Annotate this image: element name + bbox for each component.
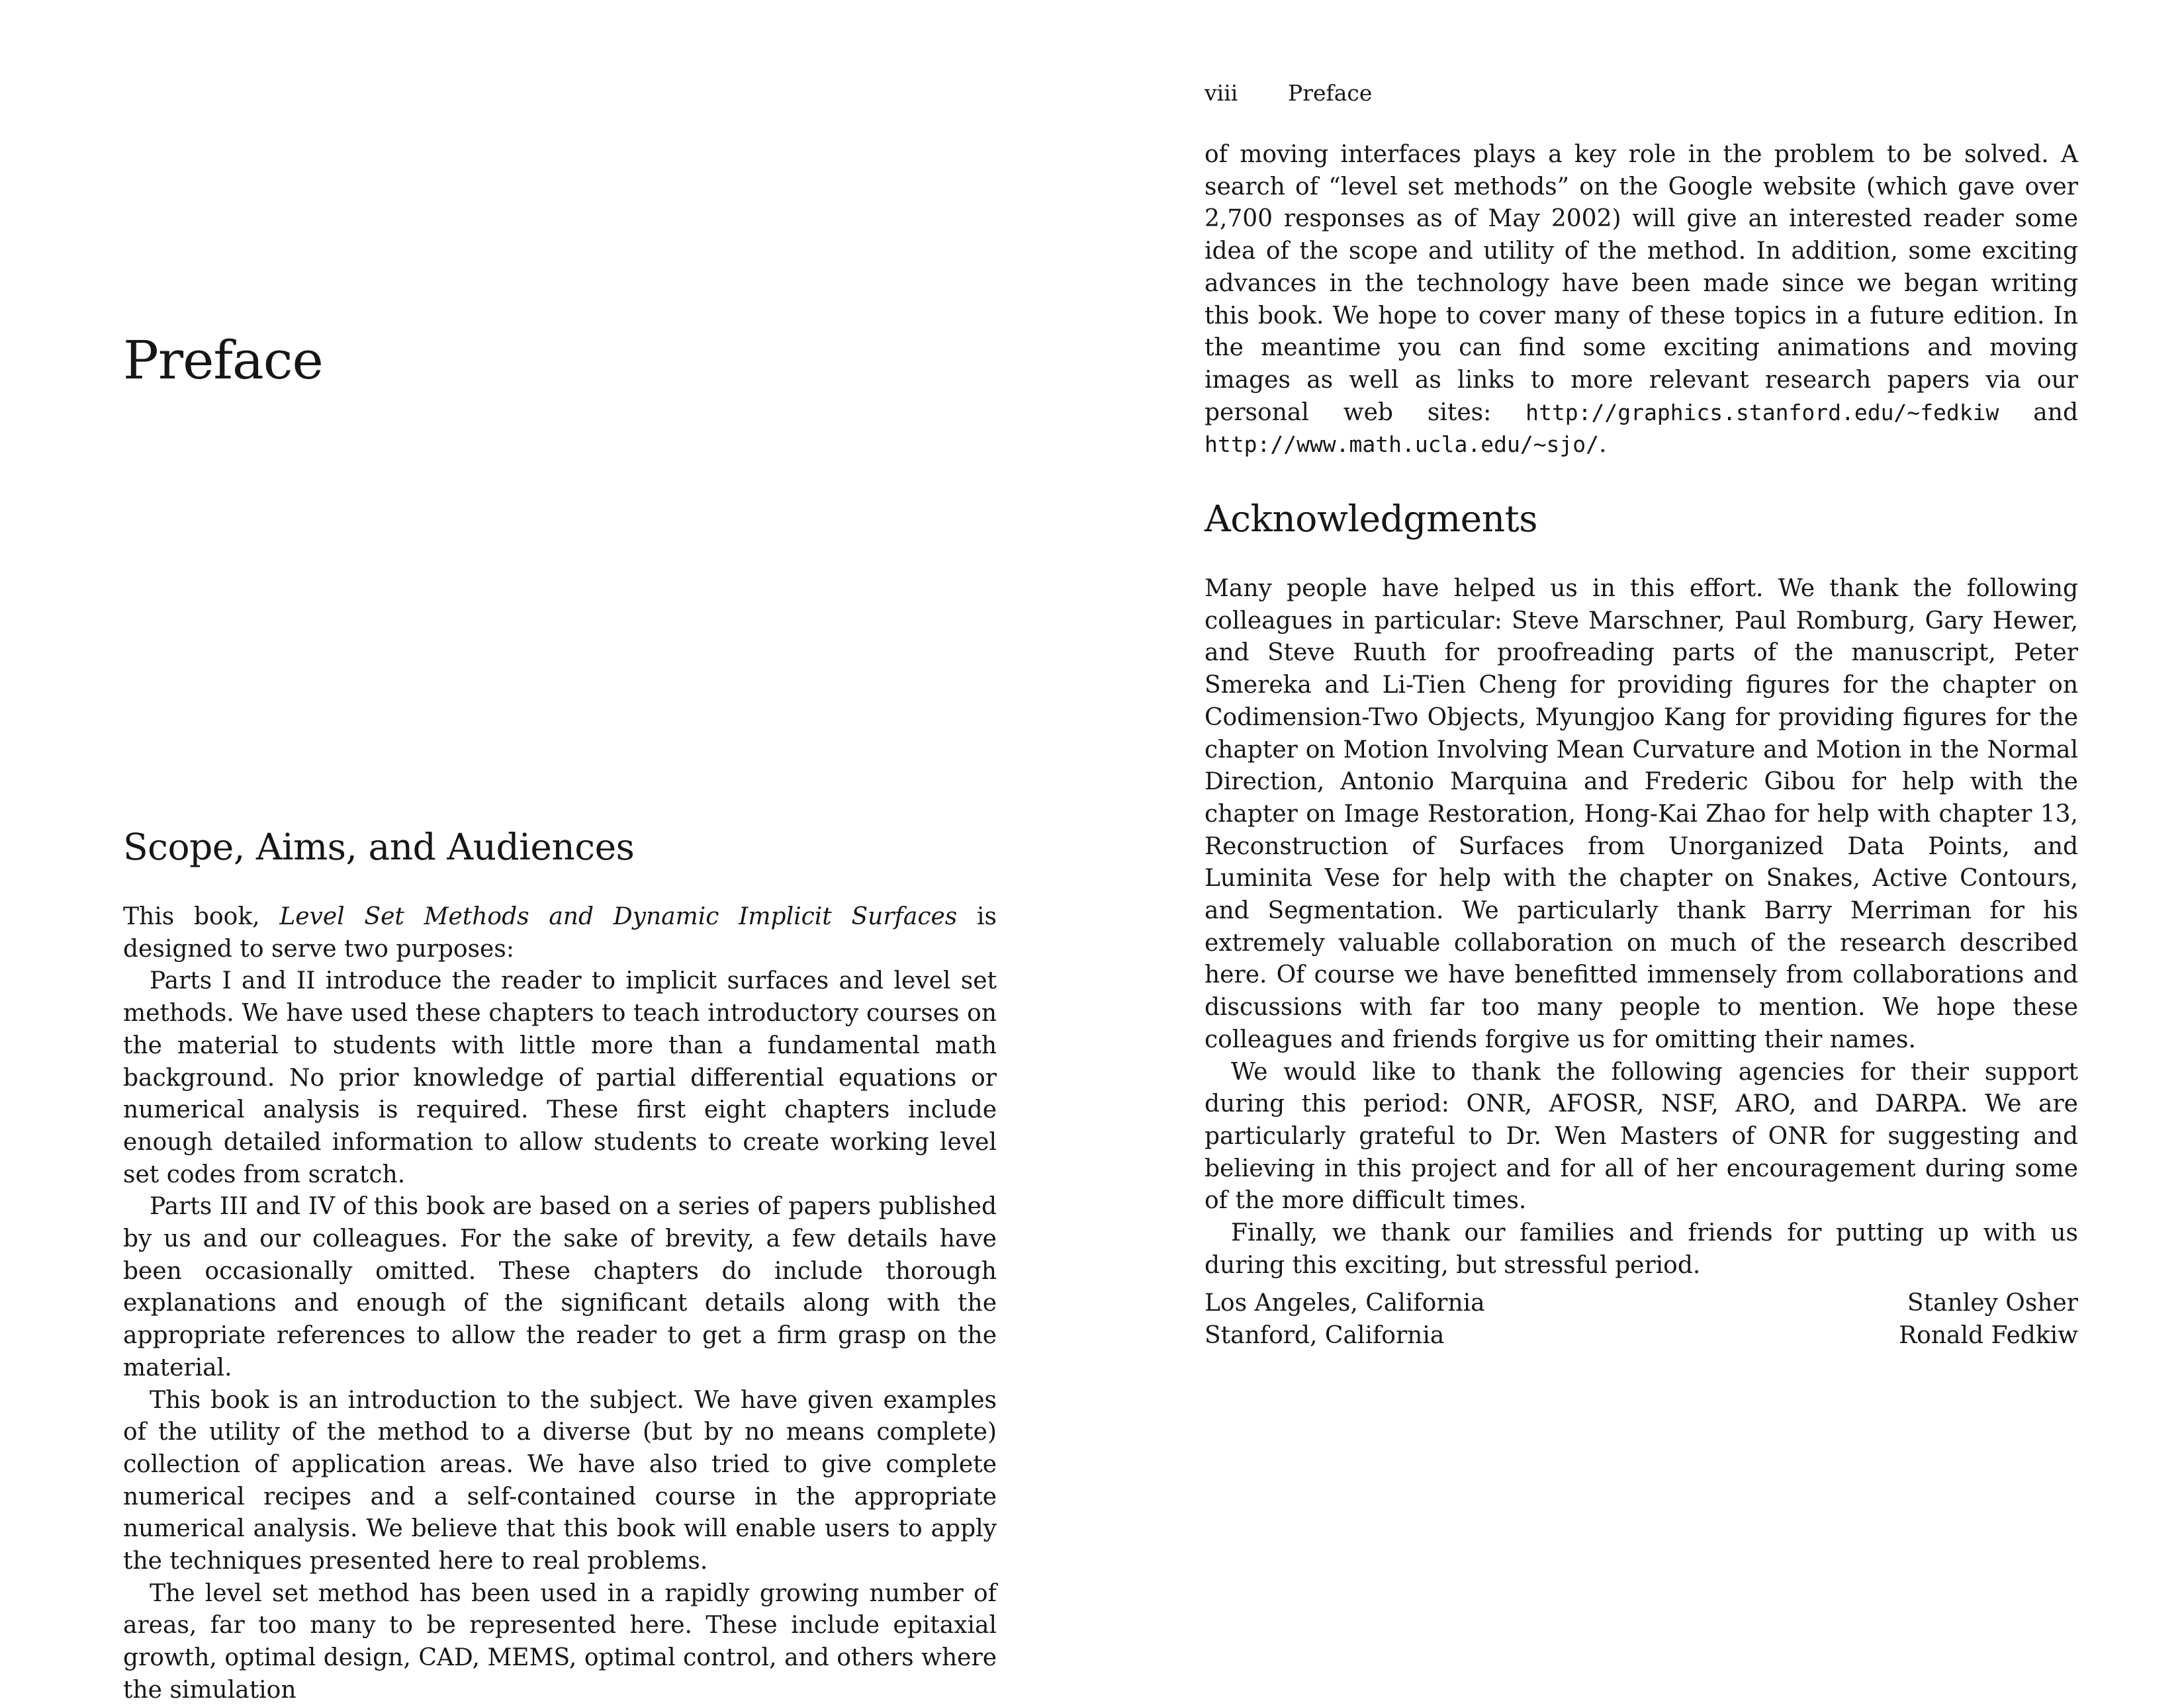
- signature-block: [1205, 1288, 2078, 1352]
- chapter-title: Preface: [123, 329, 323, 391]
- paragraph-text: of moving interfaces plays a key role in the problem to be solved. A search of “level set methods” on the Google website (which gave over 2,700 responses as of May 2002) will give an interested reader some idea of the scope and utility of the method. In addition, some exciting advances in the technology have been made since we began writing this book. We hope to cover many of these topics in a future edition. In the meantime you can find some exciting animations and moving images as well as links to more relevant research papers via our personal web sites:: [1205, 141, 2078, 426]
- osher-url-link[interactable]: http://www.math.ucla.edu/~sjo/: [1205, 431, 1600, 458]
- paragraph: [1205, 139, 2078, 461]
- running-title: Preface: [1288, 80, 1373, 106]
- paragraph: We would like to thank the following agencies for their support during this period: ONR, AFOSR, NSF, ARO, and DARPA. We are particularly grateful to Dr. Wen Masters of ONR for suggesting and believing in this project and for all of her encouragement during some of the more difficult times.: [1205, 1058, 2078, 1215]
- acknowledgments-heading: Acknowledgments: [1205, 498, 1537, 540]
- page-number: viii: [1205, 80, 1238, 106]
- place-los-angeles: Los Angeles, California: [1205, 1290, 1485, 1317]
- paragraph-text: This book,: [123, 903, 280, 930]
- continued-text: [1205, 139, 2078, 461]
- paragraph: The level set method has been used in a rapidly growing number of areas, far too many to be represented here. These include epitaxial growth, optimal design, CAD, MEMS, optimal control, and others where the simulation: [123, 1579, 997, 1704]
- paragraph: This book is an introduction to the subject. We have given examples of the utility of the method to a diverse (but by no means complete) collection of application areas. We have also tried to give complete numerical recipes and a self-contained course in the appropriate numerical analysis. We believe that this book will enable users to apply the techniques presented here to real problems.: [123, 1386, 997, 1575]
- signature-row: [1205, 1288, 2078, 1320]
- scope-heading: Scope, Aims, and Audiences: [123, 826, 635, 868]
- author-fedkiw: Ronald Fedkiw: [1899, 1321, 2078, 1349]
- left-page: [0, 0, 1092, 1704]
- place-stanford: Stanford, California: [1205, 1321, 1445, 1349]
- paragraph: Parts III and IV of this book are based on a series of papers published by us and our colleagues. For the sake of brevity, a few details have been occasionally omitted. These chapters do include thorough explanations and enough of the significant details along with the appropriate references to allow the reader to get a firm grasp on the material.: [123, 1193, 997, 1381]
- author-osher: Stanley Osher: [1907, 1290, 2078, 1317]
- paragraph: Finally, we thank our families and friends for putting up with us during this exciting, but stressful period.: [1205, 1219, 2078, 1279]
- paragraph: [123, 901, 997, 965]
- running-head: [1205, 77, 1372, 109]
- paragraph-text: and: [1999, 398, 2078, 426]
- paragraph-text: .: [1599, 431, 1607, 459]
- paragraph: Parts I and II introduce the reader to implicit surfaces and level set methods. We have used these chapters to teach introductory courses on the material to students with little more than a fundamental math background. No prior knowledge of partial differential equations or numerical analysis is required. These first eight chapters include enough detailed information to allow students to create working level set codes from scratch.: [123, 967, 997, 1188]
- paragraph-text: is designed to serve two purposes:: [123, 903, 997, 963]
- scope-body: [123, 901, 997, 1707]
- paragraph: Many people have helped us in this effort. We thank the following colleagues in particular: Steve Marschner, Paul Romburg, Gary Hewer, and Steve Ruuth for proofreading parts of the manuscript, Peter Smereka and Li-Tien Cheng for providing figures for the chapter on Codimension-Two Objects, Myungjoo Kang for providing figures for the chapter on Motion Involving Mean Curvature and Motion in the Normal Direction, Antonio Marquina and Frederic Gibou for help with the chapter on Image Restoration, Hong-Kai Zhao for help with chapter 13, Reconstruction of Surfaces from Unorganized Data Points, and Luminita Vese for help with the chapter on Snakes, Active Contours, and Segmentation. We particularly thank Barry Merriman for his extremely valuable collaboration on much of the research described here. Of course we have benefitted immensely from collaborations and discussions with far too many people to mention. We hope these colleagues and friends forgive us for omitting their names.: [1205, 575, 2078, 1053]
- signature-row: [1205, 1320, 2078, 1352]
- book-title: Level Set Methods and Dynamic Implicit Surfaces: [279, 903, 958, 930]
- acknowledgments-body: [1205, 573, 2078, 1282]
- fedkiw-url-link[interactable]: http://graphics.stanford.edu/~fedkiw: [1525, 399, 1999, 425]
